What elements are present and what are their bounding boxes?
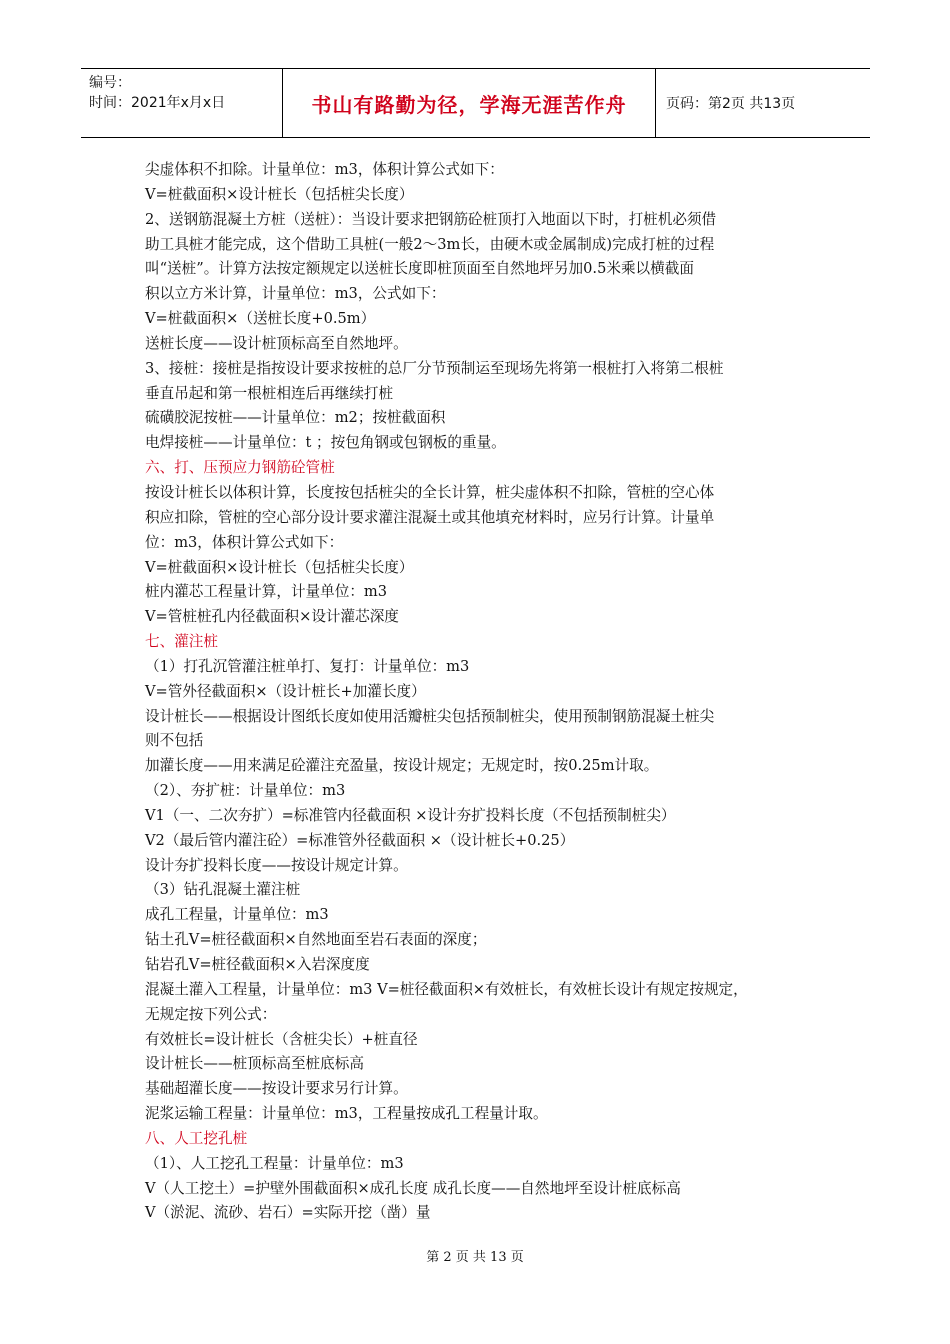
- text-line: （1）、人工挖孔工程量：计量单位：m3: [145, 1154, 404, 1172]
- text-line: 设计桩长——桩顶标高至桩底标高: [145, 1055, 364, 1073]
- page-footer: [0, 1246, 950, 1265]
- text-line: V=管外径截面积×（设计桩长+加灌长度）: [145, 682, 426, 700]
- text-line: 混凝土灌入工程量，计量单位：m3 V=桩径截面积×有效桩长，有效桩长设计有规定按规定，: [145, 980, 748, 998]
- text-line: （3）钻孔混凝土灌注桩: [145, 881, 301, 899]
- text-line: （1）打孔沉管灌注桩单打、复打：计量单位：m3: [145, 657, 470, 675]
- text-line: 泥浆运输工程量：计量单位：m3，工程量按成孔工程量计取。: [145, 1105, 548, 1123]
- footer-page-number: 第 2 页 共 13 页: [426, 1250, 524, 1265]
- text-line: 成孔工程量，计量单位：m3: [145, 906, 329, 924]
- text-line: 3、接桩：接桩是指按设计要求按桩的总厂分节预制运至现场先将第一根桩打入将第二根桩: [145, 359, 724, 377]
- text-line: 钻岩孔V=桩径截面积×入岩深度度: [145, 956, 370, 973]
- section-heading: 七、灌注桩: [145, 633, 218, 651]
- motto: 书山有路勤为径，学海无涯苦作舟: [311, 92, 627, 117]
- text-line: 无规定按下列公式：: [145, 1005, 277, 1023]
- text-line: V=桩截面积×设计桩长（包括桩尖长度）: [145, 185, 414, 203]
- text-line: 则不包括: [145, 732, 204, 750]
- text-line: 2、送钢筋混凝土方桩（送桩）：当设计要求把钢筋砼桩顶打入地面以下时，打桩机必须借: [145, 210, 717, 228]
- text-line: 有效桩长=设计桩长（含桩尖长）+桩直径: [145, 1030, 418, 1048]
- text-line: V=桩截面积×（送桩长度+0.5m）: [145, 310, 376, 328]
- text-line: 基础超灌长度——按设计要求另行计算。: [145, 1080, 408, 1098]
- text-line: 桩内灌芯工程量计算，计量单位：m3: [145, 583, 388, 601]
- text-line: 按设计桩长以体积计算，长度按包括桩尖的全长计算，桩尖虚体积不扣除，管桩的空心体: [145, 483, 715, 501]
- text-line: 钻土孔V=桩径截面积×自然地面至岩石表面的深度；: [145, 931, 487, 949]
- page-info: 页码：第2页 共13页: [666, 96, 796, 112]
- text-line: 电焊接桩——计量单位：t ；按包角钢或包钢板的重量。: [145, 434, 506, 452]
- text-line: 设计桩长——根据设计图纸长度如使用活瓣桩尖包括预制桩尖，使用预制钢筋混凝土桩尖: [145, 707, 715, 725]
- text-line: 位：m3，体积计算公式如下：: [145, 533, 344, 551]
- text-line: 叫“送桩”。计算方法按定额规定以送桩长度即桩顶面至自然地坪另加0.5米乘以横截面: [145, 260, 694, 278]
- number-label: 编号：: [89, 75, 131, 91]
- text-line: V=桩截面积×设计桩长（包括桩尖长度）: [145, 558, 414, 576]
- document-body: [145, 158, 825, 1226]
- time-label: 时间：2021年x月x日: [89, 95, 226, 111]
- text-line: 加灌长度——用来满足砼灌注充盈量，按设计规定；无规定时，按0.25m计取。: [145, 757, 659, 775]
- text-line: V1（一、二次夯扩）=标准管内径截面积 ×设计夯扩投料长度（不包括预制桩尖）: [145, 806, 676, 824]
- page-header: [81, 68, 870, 138]
- text-line: V（人工挖土）=护壁外围截面积×成孔长度 成孔长度——自然地坪至设计桩底标高: [145, 1179, 681, 1197]
- text-line: （2）、夯扩桩：计量单位：m3: [145, 782, 346, 800]
- text-line: 垂直吊起和第一根桩相连后再继续打桩: [145, 384, 394, 402]
- section-heading: 八、人工挖孔桩: [145, 1129, 248, 1147]
- text-line: 积以立方米计算，计量单位：m3，公式如下：: [145, 285, 446, 303]
- text-line: 设计夯扩投料长度——按设计规定计算。: [145, 856, 408, 874]
- text-line: V2（最后管内灌注砼）=标准管外径截面积 ×（设计桩长+0.25）: [145, 831, 575, 849]
- text-line: 积应扣除，管桩的空心部分设计要求灌注混凝土或其他填充材料时，应另行计算。计量单: [145, 508, 715, 526]
- header-motto-cell: [283, 69, 656, 137]
- header-page-info: [656, 69, 870, 137]
- header-meta: [81, 69, 283, 137]
- text-line: V（淤泥、流砂、岩石）=实际开挖（凿）量: [145, 1204, 431, 1222]
- text-line: V=管桩桩孔内径截面积×设计灌芯深度: [145, 608, 399, 626]
- text-line: 尖虚体积不扣除。计量单位：m3，体积计算公式如下：: [145, 161, 504, 178]
- text-line: 助工具桩才能完成，这个借助工具桩(一般2～3m长，由硬木或金属制成)完成打桩的过程: [145, 235, 715, 253]
- section-heading: 六、打、压预应力钢筋砼管桩: [145, 459, 335, 477]
- text-line: 硫磺胶泥按桩——计量单位：m2；按桩截面积: [145, 409, 446, 427]
- text-line: 送桩长度——设计桩顶标高至自然地坪。: [145, 334, 408, 352]
